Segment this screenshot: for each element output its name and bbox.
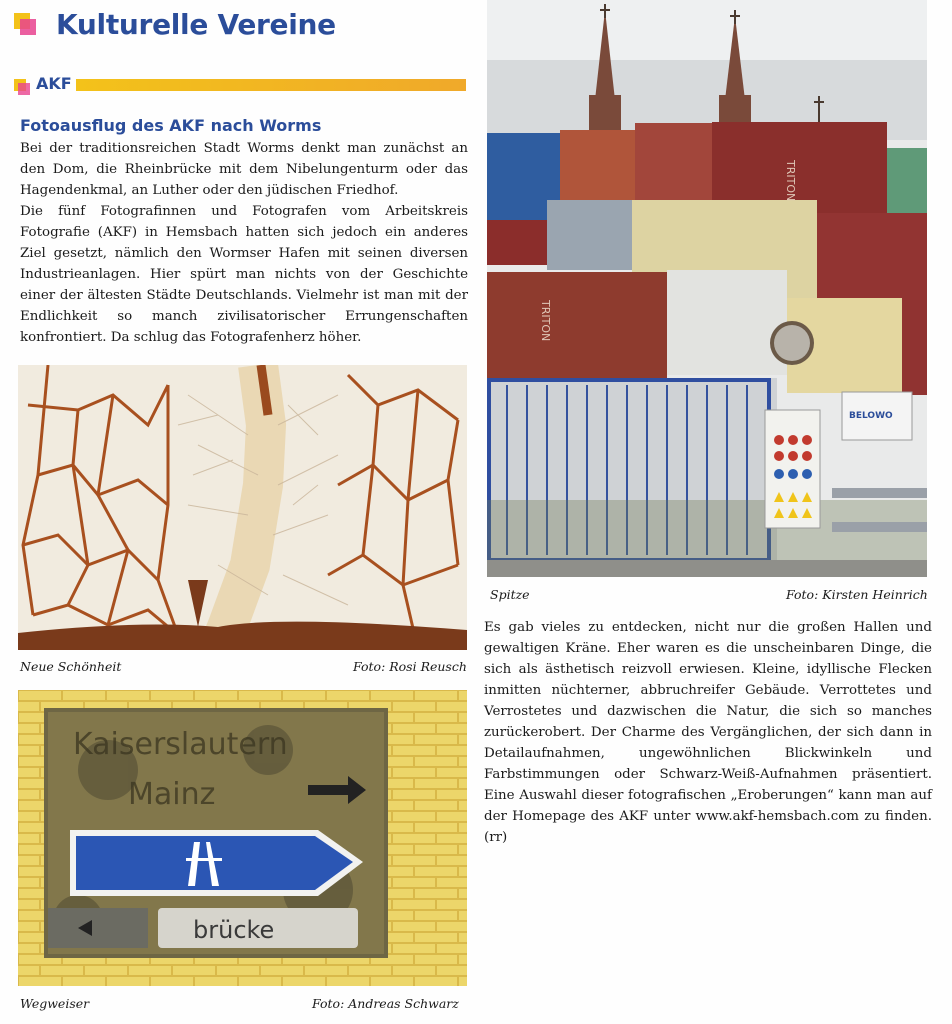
- section-label: AKF: [36, 74, 72, 93]
- caption-crackle-credit: Foto: Rosi Reusch: [353, 659, 467, 674]
- page-title: Kulturelle Vereine: [56, 8, 336, 41]
- article-body-left: [20, 138, 468, 348]
- sign-line-2: Mainz: [128, 777, 216, 812]
- sign-image: [18, 690, 467, 986]
- caption-sign-credit: Foto: Andreas Schwarz: [312, 996, 459, 1011]
- caption-port-title: Spitze: [490, 587, 530, 602]
- section-accent-square-overlay: [18, 83, 30, 95]
- photo-sign: [18, 690, 467, 986]
- section-bar: [76, 79, 466, 91]
- sign-bottom-text: brücke: [193, 916, 275, 944]
- caption-sign-title: Wegweiser: [20, 996, 90, 1011]
- caption-port-credit: Foto: Kirsten Heinrich: [786, 587, 928, 602]
- container-text-left: TRITON: [539, 300, 552, 342]
- crackle-image: [18, 365, 467, 650]
- port-image: [487, 0, 927, 577]
- article-body-right: Es gab vieles zu entdecken, nicht nur die großen Hallen und gewaltigen Kräne. Eher waren es die unscheinbaren Dinge, die sich als ästhetisch reizvoll erwiesen. Kleine, idyllische Flecken inmitten nüchterner, abbruchreifer Gebäude. Verrottetes und Verrostetes und dazwischen die Natur, die sich so manches zurückerobert. Der Charme des Vergänglichen, der sich dann in Detailaufnahmen, ungewöhnlichen Blickwinkeln und Farbstimmungen oder Schwarz-Weiß-Aufnahmen präsentiert. Eine Auswahl dieser fotografischen „Eroberungen“ kann man auf der Homepage des AKF unter www.akf-hemsbach.com zu finden. (rr): [484, 620, 932, 845]
- article-intro: Bei der traditionsreichen Stadt Worms denkt man zunächst an den Dom, die Rheinbrücke mit dem Nibelungenturm oder das Hagendenkmal, an Luther oder den jüdischen Friedhof.: [20, 141, 468, 198]
- article-paragraph-2: Die fünf Fotografinnen und Fotografen vom Arbeitskreis Fotografie (AKF) in Hemsbach hatten sich jedoch ein anderes Ziel gesetzt, nämlich den Wormser Hafen mit seinen diversen Industrieanlagen. Hier spürt man nichts von der Geschichte einer der ältesten Städte Deutschlands. Vielmehr ist man mit der Endlichkeit so manch zivilisatorischer Errungenschaften konfrontiert. Da schlug das Fotografenherz höher.: [20, 204, 468, 345]
- article-title: Fotoausflug des AKF nach Worms: [20, 116, 322, 135]
- photo-crackle: [18, 365, 467, 650]
- photo-port: [487, 0, 927, 577]
- sign-line-1: Kaiserslautern: [73, 727, 288, 762]
- belowo-sign-text: BELOWO: [849, 411, 893, 421]
- header-accent-square-overlay: [20, 19, 36, 35]
- container-text-top: TRITON: [784, 160, 797, 202]
- caption-crackle-title: Neue Schönheit: [20, 659, 122, 674]
